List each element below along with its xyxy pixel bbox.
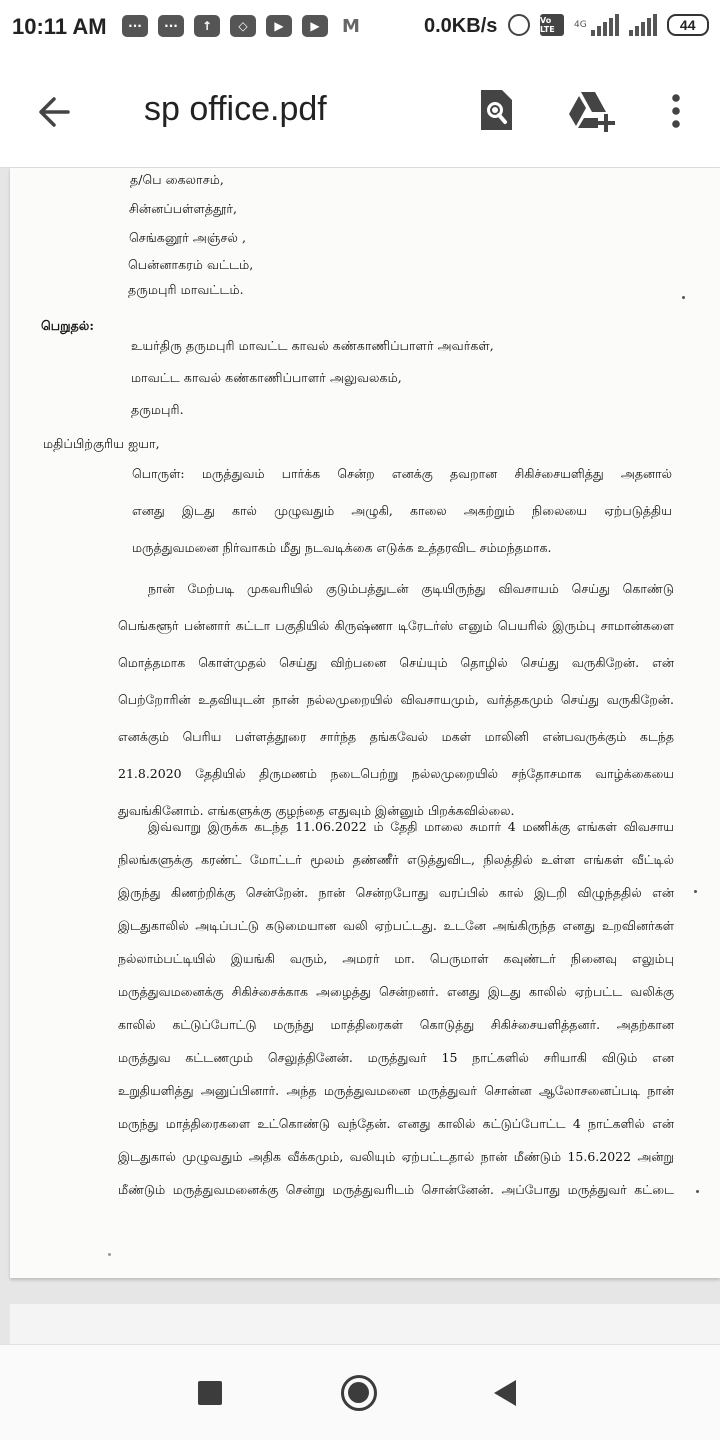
upload-icon: ↑ bbox=[194, 15, 220, 37]
paragraph-line: எனக்கும் பெரிய பள்ளத்தூரை சார்ந்த தங்கவேல் மகள் மாலினி என்பவருக்கும் கடந்த bbox=[118, 729, 674, 744]
network-type: 4G bbox=[574, 20, 587, 30]
paragraph-line: உறுதியளித்து அனுப்பினார். அந்த மருத்துவமனை மருத்துவர் சொன்ன ஆலோசனைப்படி நான் bbox=[118, 1083, 674, 1098]
paragraph-line: துவங்கினோம். எங்களுக்கு குழந்தை எதுவும் இன்னும் பிறக்கவில்லை. bbox=[118, 803, 515, 818]
pdf-viewer[interactable] bbox=[0, 168, 720, 1344]
save-to-drive-button[interactable] bbox=[566, 86, 618, 134]
back-button[interactable] bbox=[34, 90, 78, 134]
system-back-button[interactable] bbox=[494, 1380, 516, 1406]
paragraph-line: மருத்துவமனைக்கு சிகிச்சைக்காக அழைத்து சென்றனர். எனது இடது காலில் ஏற்பட்ட வலிக்கு bbox=[118, 984, 674, 999]
more-vert-icon bbox=[664, 86, 688, 134]
signal-icon bbox=[629, 14, 657, 36]
navigation-bar bbox=[0, 1344, 720, 1440]
sender-line: த/பெ கைலாசம், bbox=[130, 172, 224, 187]
scan-speck bbox=[696, 1190, 699, 1193]
system-icons bbox=[508, 14, 709, 36]
notification-icons bbox=[122, 15, 364, 37]
status-bar bbox=[0, 0, 720, 56]
subject-line: மருத்துவமனை நிர்வாகம் மீது நடவடிக்கை எடுக்க உத்தரவிட சம்மந்தமாக. bbox=[132, 540, 552, 555]
scan-speck bbox=[694, 890, 697, 893]
paragraph-line: நல்லாம்பட்டியில் இயங்கி வரும், அமரர் மா. பெருமாள் கவுண்டர் நினைவு எலும்பு bbox=[118, 951, 674, 966]
alarm-icon bbox=[508, 14, 530, 36]
sender-line: பென்னாகரம் வட்டம், bbox=[128, 257, 254, 272]
paragraph-line: மருத்துவ கட்டணமும் செலுத்தினேன். மருத்துவர் 15 நாட்களில் சரியாகி விடும் என bbox=[118, 1050, 674, 1065]
paragraph-line: மருந்து மாத்திரைகளை உட்கொண்டு வந்தேன். எனது காலில் கட்டுப்போட்ட 4 நாட்களில் என் bbox=[118, 1116, 674, 1131]
youtube-icon: ▶ bbox=[302, 15, 328, 37]
paragraph-line: இவ்வாறு இருக்க கடந்த 11.06.2022 ம் தேதி மாலை சுமார் 4 மணிக்கு எங்கள் விவசாய bbox=[148, 819, 674, 834]
app-icon: ◇ bbox=[230, 15, 256, 37]
volte-icon: Vo LTE bbox=[540, 14, 564, 36]
paragraph-line: காலில் கட்டுப்போட்டு மருந்து மாத்திரைகள் கொடுத்து சிகிச்சையளித்தனர். அதற்கான bbox=[118, 1017, 674, 1032]
recipient-label: பெறுதல்: bbox=[41, 318, 95, 333]
paragraph-line: 21.8.2020 தேதியில் திருமணம் நடைபெற்று நல்லமுறையில் சந்தோசமாக வாழ்க்கையை bbox=[118, 766, 674, 781]
paragraph-line: மீண்டும் மருத்துவமனைக்கு சென்று மருத்துவரிடம் சொன்னேன். அப்போது மருத்துவர் கட்டை bbox=[118, 1182, 674, 1197]
arrow-left-icon bbox=[34, 90, 78, 134]
sender-line: தருமபுரி மாவட்டம். bbox=[128, 282, 244, 297]
recipient-line: தருமபுரி. bbox=[131, 402, 184, 417]
recipient-line: உயர்திரு தருமபுரி மாவட்ட காவல் கண்காணிப்பாளர் அவர்கள், bbox=[131, 338, 494, 353]
paragraph-line: பெற்றோரின் உதவியுடன் நான் நல்லமுறையில் விவசாயமும், வர்த்தகமும் செய்து வருகிறேன். bbox=[118, 692, 674, 707]
document-title: sp office.pdf bbox=[144, 90, 327, 128]
paragraph-line: நான் மேற்படி முகவரியில் குடும்பத்துடன் குடியிருந்து விவசாயம் செய்து கொண்டு bbox=[148, 581, 674, 596]
sender-line: செங்கனூர் அஞ்சல் , bbox=[129, 230, 247, 245]
recent-apps-button[interactable] bbox=[198, 1381, 222, 1405]
body-paragraph-1 bbox=[118, 570, 674, 829]
find-in-document-button[interactable] bbox=[474, 86, 518, 134]
scan-speck bbox=[682, 296, 685, 299]
app-bar bbox=[0, 56, 720, 168]
salutation: மதிப்பிற்குரிய ஐயா, bbox=[43, 436, 160, 451]
paragraph-line: இடதுகாலில் அடிப்பட்டு கடுமையான வலி ஏற்பட்டது. உடனே அங்கிருந்த எனது உறவினர்கள் bbox=[118, 918, 674, 933]
home-button[interactable] bbox=[341, 1375, 377, 1411]
subject-line: பொருள்: மருத்துவம் பார்க்க சென்ற எனக்கு தவறான சிகிச்சையளித்து அதனால் bbox=[132, 466, 672, 481]
paragraph-line: பெங்களூர் பன்னார் கட்டா பகுதியில் கிருஷ்ணா டிரேடர்ஸ் எனும் பெயரில் இரும்பு சாமான்களை bbox=[118, 618, 674, 633]
message-icon: ··· bbox=[122, 15, 148, 37]
paragraph-line: இருந்து கிணற்றிக்கு சென்றேன். நான் சென்றபோது வரப்பில் கால் இடறி விழுந்ததில் என் bbox=[118, 885, 674, 900]
paragraph-line: மொத்தமாக கொள்முதல் செய்து விற்பனை செய்யும் தொழில் செய்து வருகிறேன். என் bbox=[118, 655, 674, 670]
status-time: 10:11 AM bbox=[12, 14, 107, 39]
message-icon: ··· bbox=[158, 15, 184, 37]
paragraph-line: இடதுகால் முழுவதும் அதிக வீக்கமும், வலியும் ஏற்பட்டதால் நான் மீண்டும் 15.6.2022 அன்று bbox=[118, 1149, 674, 1164]
subject-line: எனது இடது கால் முழுவதும் அழுகி, காலை அகற்றும் நிலையை ஏற்படுத்திய bbox=[132, 503, 672, 518]
more-options-button[interactable] bbox=[664, 86, 688, 134]
document-search-icon bbox=[474, 86, 518, 134]
recipient-line: மாவட்ட காவல் கண்காணிப்பாளர் அலுவலகம், bbox=[131, 370, 402, 385]
network-speed: 0.0KB/s bbox=[424, 15, 498, 37]
signal-icon bbox=[591, 14, 619, 36]
next-page-edge bbox=[10, 1304, 720, 1344]
body-paragraph-2 bbox=[118, 810, 674, 1206]
paragraph-line: நிலங்களுக்கு கரண்ட் மோட்டர் மூலம் தண்ணீர் எடுத்துவிட, நிலத்தில் உள்ள எங்கள் வீட்டில் bbox=[118, 852, 674, 867]
scan-speck bbox=[108, 1253, 111, 1256]
battery-icon: 44 bbox=[667, 14, 709, 36]
youtube-icon: ▶ bbox=[266, 15, 292, 37]
add-to-drive-icon bbox=[566, 86, 618, 134]
gmail-icon: M bbox=[342, 15, 360, 37]
sender-line: சின்னப்பள்ளத்தூர், bbox=[129, 201, 238, 216]
subject-paragraph bbox=[132, 455, 672, 566]
pdf-page[interactable] bbox=[10, 168, 720, 1278]
